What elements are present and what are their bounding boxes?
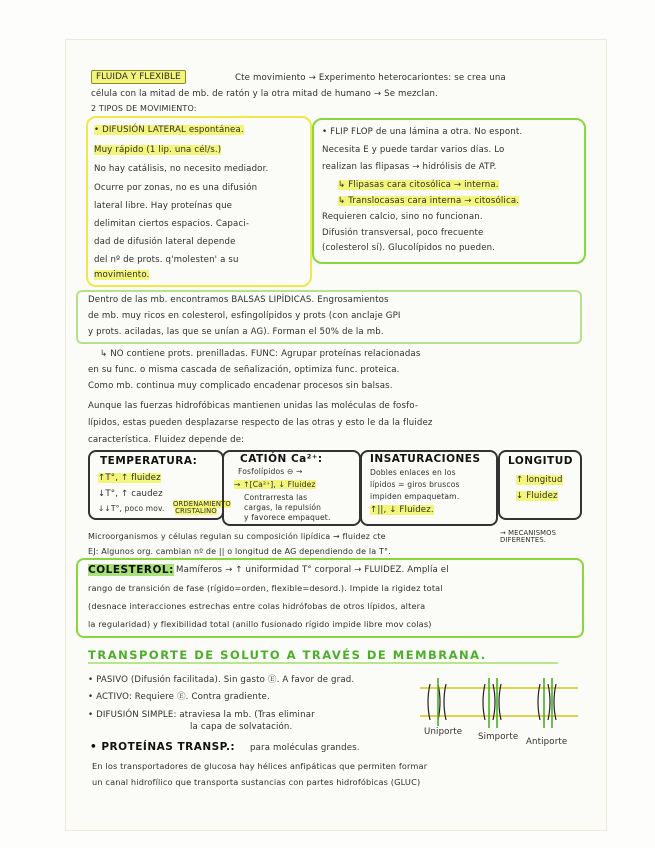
transporte-line-6: un canal hidrofílico que transporta sustancias con partes hidrofóbicas (GLUC): [92, 777, 421, 787]
fluidez-para-3: característica. Fluidez depende de:: [88, 435, 245, 445]
transporte-heading: TRANSPORTE DE SOLUTO A TRAVÉS DE MEMBRANA.: [88, 648, 487, 662]
lateral-line-5: delimitan ciertos espacios. Capaci-: [94, 219, 250, 229]
longitud-title: LONGITUD: [508, 455, 573, 467]
transporte-line-3b: la capa de solvatación.: [190, 722, 293, 732]
lateral-line-2: No hay catálisis, no necesito mediador.: [94, 164, 269, 174]
temp-line-1: ↑T°, ↑ fluidez: [98, 473, 161, 483]
cation-line-2: → ↑[Ca²⁺], ↓ Fluidez: [234, 480, 316, 489]
transporte-line-1: • PASIVO (Difusión facilitada). Sin gasto Ⓔ. A favor de grad.: [88, 675, 355, 685]
balsas-line-2: y prots. aciladas, las que se unían a AG). Forman el 50% de la mb.: [88, 327, 384, 337]
fluida-flexible-label: FLUIDA Y FLEXIBLE: [91, 70, 186, 84]
transporte-line-4b: para moléculas grandes.: [250, 743, 360, 753]
lateral-line-8: movimiento.: [94, 270, 150, 280]
colesterol-line-4: la regularidad) y flexibilidad total (anillo fusionado rígido impide libre mov colas): [88, 619, 432, 629]
long-line-2: ↓ Fluidez: [516, 491, 558, 501]
uniporte-protein: [428, 678, 446, 726]
intro-line-2: célula con la mitad de mb. de ratón y la otra mitad de humano → Se mezclan.: [91, 89, 438, 99]
simporte-label: Simporte: [478, 732, 519, 742]
long-line-1: ↑ longitud: [516, 475, 563, 485]
transporte-line-2: • ACTIVO: Requiere Ⓔ. Contra gradiente.: [88, 692, 270, 702]
micro-line-1: Microorganismos y células regulan su composición lipídica → fluidez cte: [88, 532, 386, 541]
micro-line-1b: → MECANISMOS DIFERENTES.: [500, 529, 557, 544]
insat-line-4: ↑||, ↓ Fluidez.: [370, 505, 434, 515]
flipflop-line-0: • FLIP FLOP de una lámina a otra. No espont.: [322, 127, 523, 137]
colesterol-title: COLESTEROL:: [88, 564, 174, 576]
cation-line-4: cargas, la repulsión: [244, 503, 322, 512]
micro-line-2: EJ: Algunos org. cambian nº de || o longitud de AG dependiendo de la T°.: [88, 547, 391, 556]
insat-line-3: impiden empaquetam.: [370, 492, 460, 501]
transporte-line-4: • PROTEÍNAS TRANSP.:: [90, 741, 236, 753]
antiporte-label: Antiporte: [526, 737, 568, 747]
simporte-protein: [483, 678, 501, 728]
cation-line-5: y favorece empaquet.: [244, 513, 331, 522]
lateral-line-7: del nº de prots. q'molesten' a su: [94, 255, 239, 265]
colesterol-line-3: (desnace interacciones estrechas entre colas hidrófobas de otros lípidos, altera: [88, 601, 426, 611]
temp-line-2: ↓T°, ↑ caudez: [98, 489, 163, 499]
lateral-line-6: dad de difusión lateral depende: [94, 237, 236, 247]
balsas-line-1: de mb. muy ricos en colesterol, esfingolípidos y prots (con anclaje GPI: [88, 311, 401, 321]
antiporte-protein: [538, 678, 556, 728]
temp-line-3b: ORDENAMIENTO CRISTALINO: [173, 500, 231, 515]
intro-line-1: Cte movimiento → Experimento heterocariontes: se crea una: [235, 73, 506, 83]
colesterol-line-1: Mamíferos → ↑ uniformidad T° corporal → FLUIDEZ. Amplía el: [176, 565, 449, 575]
temperatura-title: TEMPERATURA:: [100, 455, 198, 467]
cation-line-1: Fosfolípidos ⊖ →: [238, 467, 303, 476]
lateral-line-0: • DIFUSIÓN LATERAL espontánea.: [94, 125, 244, 135]
fluidez-para-2: lípidos, estas pueden desplazarse respecto de las otras y esto le da la fluidez: [88, 418, 433, 428]
flipflop-line-1: Necesita E y puede tardar varios días. Lo: [322, 145, 505, 155]
balsas-line-0: Dentro de las mb. encontramos BALSAS LIPÍDICAS. Engrosamientos: [88, 295, 389, 305]
transporte-line-3: • DIFUSIÓN SIMPLE: atraviesa la mb. (Tras eliminar: [88, 710, 315, 720]
flipflop-line-5: Requieren calcio, sino no funcionan.: [322, 212, 483, 222]
flipflop-line-7: (colesterol sí). Glucolípidos no pueden.: [322, 243, 496, 253]
flipflop-line-3: ↳ Flipasas cara citosólica → interna.: [338, 180, 499, 190]
lateral-line-4: lateral libre. Hay proteínas que: [94, 201, 233, 211]
balsas-note-3: Como mb. continua muy complicado encadenar procesos sin balsas.: [88, 381, 393, 391]
uniporte-label: Uniporte: [424, 727, 463, 737]
insaturaciones-title: INSATURACIONES: [370, 453, 481, 465]
cation-line-3: Contrarresta las: [244, 493, 308, 502]
cation-title: CATIÓN Ca²⁺:: [240, 453, 323, 465]
balsas-note-1: ↳ NO contiene prots. prenilladas. FUNC: Agrupar proteínas relacionadas: [100, 349, 421, 359]
flipflop-line-2: realizan las flipasas → hidrólisis de ATP.: [322, 162, 497, 172]
lateral-line-3: Ocurre por zonas, no es una difusión: [94, 183, 258, 193]
balsas-note-2: en su func. o misma cascada de señalización, optimiza func. proteica.: [88, 365, 400, 375]
flipflop-line-6: Difusión transversal, poco frecuente: [322, 228, 484, 238]
types-heading: 2 TIPOS DE MOVIMIENTO:: [91, 104, 197, 113]
flipflop-line-4: ↳ Translocasas cara interna → citosólica.: [338, 196, 520, 206]
fluidez-para-1: Aunque las fuerzas hidrofóbicas mantienen unidas las moléculas de fosfo-: [88, 401, 419, 411]
insat-line-1: Dobles enlaces en los: [370, 468, 456, 477]
transporte-line-5: En los transportadores de glucosa hay hélices anfipáticas que permiten formar: [92, 761, 428, 771]
lateral-line-1: Muy rápido (1 lip. una cél/s.): [94, 145, 222, 155]
colesterol-line-2: rango de transición de fase (rígido=orden, flexible=desord.). Impide la rigidez total: [88, 583, 443, 593]
insat-line-2: lípidos = giros bruscos: [370, 480, 460, 489]
temp-line-3: ↓↓T°, poco mov.: [98, 504, 165, 513]
